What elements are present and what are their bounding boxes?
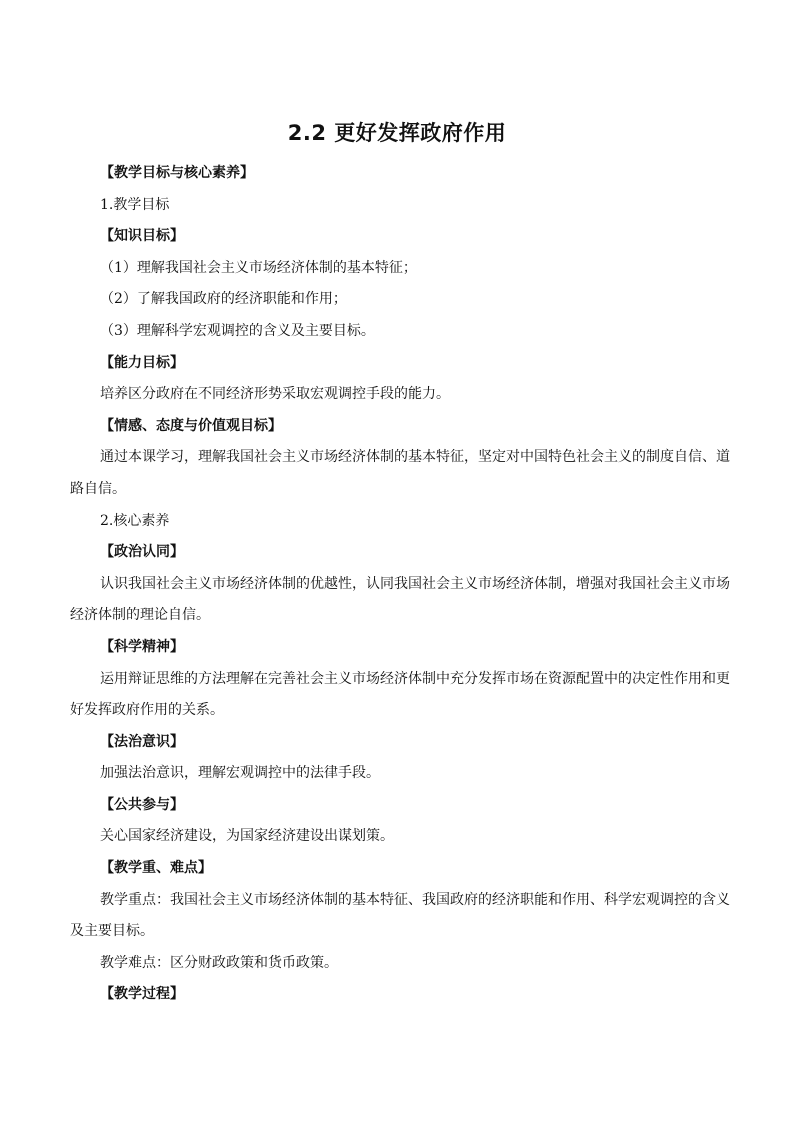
knowledge-goal-item-3: （3）理解科学宏观调控的含义及主要目标。 (100, 322, 375, 339)
page-title: 2.2 更好发挥政府作用 (287, 121, 507, 145)
section-heading-key-points: 【教学重、难点】 (100, 860, 212, 877)
knowledge-goal-item-1: （1）理解我国社会主义市场经济体制的基本特征； (100, 259, 417, 276)
public-participation-text: 关心国家经济建设，为国家经济建设出谋划策。 (100, 828, 394, 845)
document-body (70, 158, 730, 1011)
ability-goal-text: 培养区分政府在不同经济形势采取宏观调控手段的能力。 (100, 386, 450, 403)
subsection-teaching-objectives: 1.教学目标 (100, 196, 170, 213)
section-heading-knowledge-goals: 【知识目标】 (100, 228, 184, 245)
values-goal-paragraph: 通过本课学习，理解我国社会主义市场经济体制的基本特征，坚定对中国特色社会主义的制度自信、道路自信。 (70, 449, 730, 497)
legal-awareness-text: 加强法治意识，理解宏观调控中的法律手段。 (100, 765, 380, 782)
political-identity-paragraph: 认识我国社会主义市场经济体制的优越性，认同我国社会主义市场经济体制，增强对我国社会主义市场经济体制的理论自信。 (70, 575, 730, 624)
section-heading-teaching-process: 【教学过程】 (100, 986, 184, 1003)
section-heading-legal-awareness: 【法治意识】 (100, 733, 184, 750)
section-heading-ability-goals: 【能力目标】 (100, 354, 184, 371)
subsection-core-literacy: 2.核心素养 (100, 512, 170, 529)
scientific-spirit-paragraph: 运用辩证思维的方法理解在完善社会主义市场经济体制中充分发挥市场在资源配置中的决定性作用和更好发挥政府作用的关系。 (70, 670, 730, 719)
section-heading-political-identity: 【政治认同】 (100, 544, 184, 561)
section-heading-public-participation: 【公共参与】 (100, 796, 184, 813)
section-heading-values-goals: 【情感、态度与价值观目标】 (100, 417, 282, 434)
section-heading-scientific-spirit: 【科学精神】 (100, 638, 184, 655)
difficult-points-text: 教学难点：区分财政政策和货币政策。 (100, 954, 338, 971)
key-points-paragraph: 教学重点：我国社会主义市场经济体制的基本特征、我国政府的经济职能和作用、科学宏观调控的含义及主要目标。 (70, 891, 730, 940)
knowledge-goal-item-2: （2）了解我国政府的经济职能和作用； (100, 291, 347, 308)
section-heading-teaching-goals: 【教学目标与核心素养】 (100, 165, 254, 181)
